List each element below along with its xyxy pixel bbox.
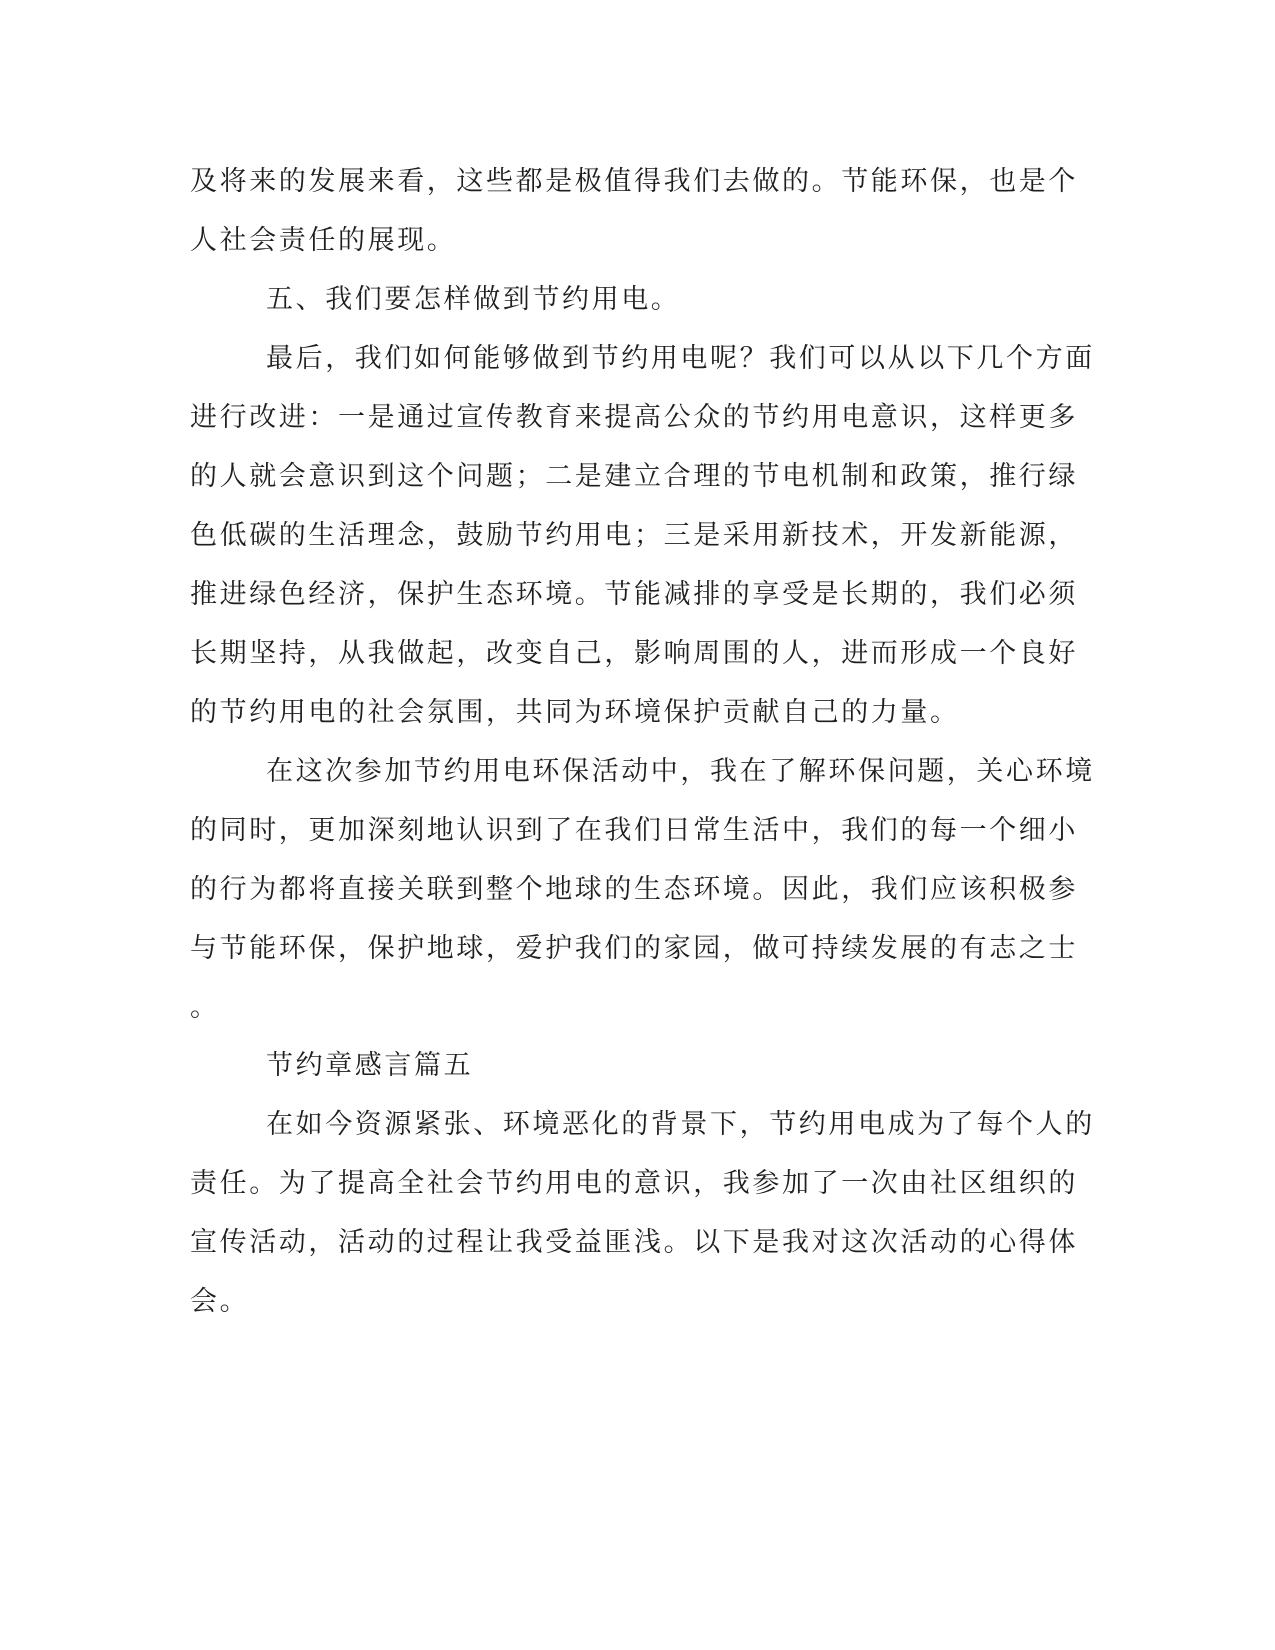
section-heading: 节约章感言篇五 (266, 1050, 474, 1081)
section-heading: 五、我们要怎样做到节约用电。 (266, 284, 681, 315)
paragraph-line: 推进绿色经济，保护生态环境。节能减排的享受是长期的，我们必须 (190, 579, 1078, 610)
paragraph-line: 长期坚持，从我做起，改变自己，影响周围的人，进而形成一个良好 (190, 638, 1078, 669)
paragraph-line: 进行改进：一是通过宣传教育来提高公众的节约用电意识，这样更多 (190, 402, 1078, 433)
paragraph-line: 人社会责任的展现。 (190, 225, 457, 256)
paragraph-line: 责任。为了提高全社会节约用电的意识，我参加了一次由社区组织的 (190, 1168, 1078, 1199)
paragraph-line: 的行为都将直接关联到整个地球的生态环境。因此，我们应该积极参 (190, 874, 1078, 905)
paragraph-line: 及将来的发展来看，这些都是极值得我们去做的。节能环保，也是个 (190, 166, 1078, 197)
paragraph-line: 在如今资源紧张、环境恶化的背景下，节约用电成为了每个人的 (266, 1109, 1095, 1140)
paragraph-line: 的人就会意识到这个问题；二是建立合理的节电机制和政策，推行绿 (190, 461, 1078, 492)
paragraph-line: 。 (190, 992, 220, 1023)
paragraph-line: 色低碳的生活理念，鼓励节约用电；三是采用新技术，开发新能源， (190, 520, 1078, 551)
paragraph-line: 宣传活动，活动的过程让我受益匪浅。以下是我对这次活动的心得体 (190, 1227, 1078, 1258)
paragraph-line: 会。 (190, 1286, 250, 1317)
paragraph-line: 的同时，更加深刻地认识到了在我们日常生活中，我们的每一个细小 (190, 815, 1078, 846)
paragraph-line: 在这次参加节约用电环保活动中，我在了解环保问题，关心环境 (266, 756, 1095, 787)
paragraph-line: 的节约用电的社会氛围，共同为环境保护贡献自己的力量。 (190, 697, 960, 728)
paragraph-line: 与节能环保，保护地球，爱护我们的家园，做可持续发展的有志之士 (190, 933, 1078, 964)
paragraph-line: 最后，我们如何能够做到节约用电呢？我们可以从以下几个方面 (266, 343, 1095, 374)
